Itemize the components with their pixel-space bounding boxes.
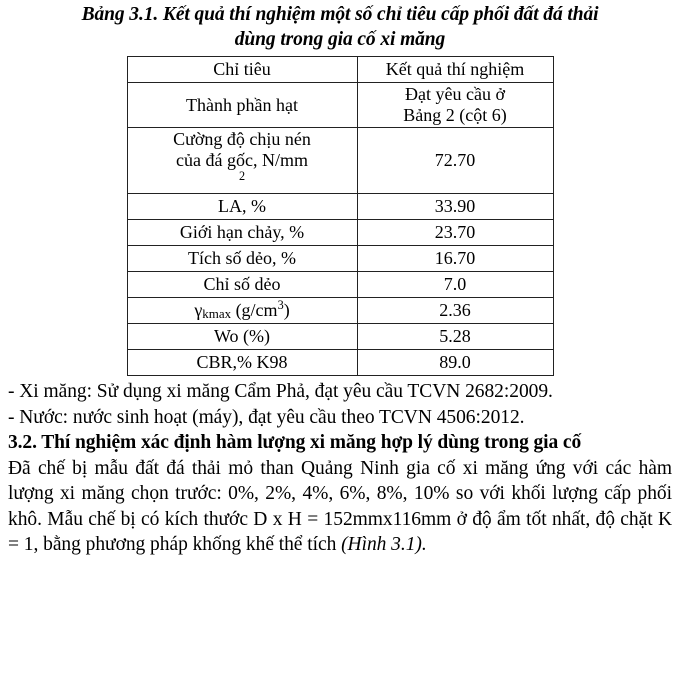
document-page xyxy=(0,2,680,688)
subscript-kmax: kmax xyxy=(202,306,232,322)
row-value-grain-composition xyxy=(357,83,553,128)
row-value-line-1: Đạt yêu cầu ở xyxy=(405,84,505,104)
row-label-grain-composition: Thành phần hạt xyxy=(127,83,357,128)
table-wrapper xyxy=(6,56,674,376)
row-value-line-2: Bảng 2 (cột 6) xyxy=(403,105,507,125)
section-heading-3-2: 3.2. Thí nghiệm xác định hàm lượng xi măng hợp lý dùng trong gia cố xyxy=(8,432,582,453)
table-header-result: Kết quả thí nghiệm xyxy=(357,57,553,83)
row-label-plasticity-product: Tích số dẻo, % xyxy=(127,246,357,272)
paragraph-body-text: Đã chế bị mẫu đất đá thải mỏ than Quảng Ninh gia cố xi măng ứng với các hàm lượng xi măng chọn trước: 0%, 2%, 4%, 6%, 8%, 10% so với khối lượng cấp phối khô. Mẫu chế bị có kích thước D x H = 152mmx116mm ở độ ẩm tốt nhất, độ chặt K = 1, bằng phương pháp khống khế thể tích xyxy=(8,457,672,555)
table-row xyxy=(127,350,553,376)
row-label-liquid-limit: Giới hạn chảy, % xyxy=(127,220,357,246)
gamma-symbol: γ xyxy=(194,299,203,320)
superscript-two: 2 xyxy=(238,169,246,183)
row-label-gamma-kmax xyxy=(127,298,357,324)
row-label-compressive-strength xyxy=(127,128,357,194)
results-table xyxy=(127,56,554,376)
gamma-unit-open: (g/cm xyxy=(231,299,278,320)
row-label-line-1: Cường độ chịu nén xyxy=(173,129,311,149)
table-caption xyxy=(6,2,674,52)
row-label-la: LA, % xyxy=(127,194,357,220)
table-row xyxy=(127,272,553,298)
bullet-water: - Nước: nước sinh hoạt (máy), đạt yêu cầu theo TCVN 4506:2012. xyxy=(8,406,525,428)
row-value-compressive-strength: 72.70 xyxy=(357,128,553,194)
figure-reference: (Hình 3.1). xyxy=(341,534,427,555)
table-row xyxy=(127,83,553,128)
paragraph-sample-preparation xyxy=(6,456,674,558)
table-row xyxy=(127,220,553,246)
table-header-indicator: Chỉ tiêu xyxy=(127,57,357,83)
table-row xyxy=(127,194,553,220)
table-caption-line-2: dùng trong gia cố xi măng xyxy=(234,29,446,50)
row-label-cbr: CBR,% K98 xyxy=(127,350,357,376)
row-value-cbr: 89.0 xyxy=(357,350,553,376)
table-row xyxy=(127,246,553,272)
row-value-gamma-kmax: 2.36 xyxy=(357,298,553,324)
table-caption-line-1: Bảng 3.1. Kết quả thí nghiệm một số chỉ tiêu cấp phối đất đá thải xyxy=(81,4,599,25)
row-label-plasticity-index: Chỉ số dẻo xyxy=(127,272,357,298)
bullet-cement: - Xi măng: Sử dụng xi măng Cẩm Phả, đạt yêu cầu TCVN 2682:2009. xyxy=(8,381,553,402)
row-value-plasticity-product: 16.70 xyxy=(357,246,553,272)
table-row xyxy=(127,298,553,324)
row-label-wo: Wo (%) xyxy=(127,324,357,350)
gamma-unit-close: ) xyxy=(283,299,290,320)
row-value-liquid-limit: 23.70 xyxy=(357,220,553,246)
row-value-wo: 5.28 xyxy=(357,324,553,350)
table-header-row xyxy=(127,57,553,83)
table-row xyxy=(127,324,553,350)
row-value-la: 33.90 xyxy=(357,194,553,220)
row-value-plasticity-index: 7.0 xyxy=(357,272,553,298)
superscript-three: 3 xyxy=(277,297,284,312)
row-label-line-2: của đá gốc, N/mm $^2$ xyxy=(176,150,308,183)
table-row xyxy=(127,128,553,194)
